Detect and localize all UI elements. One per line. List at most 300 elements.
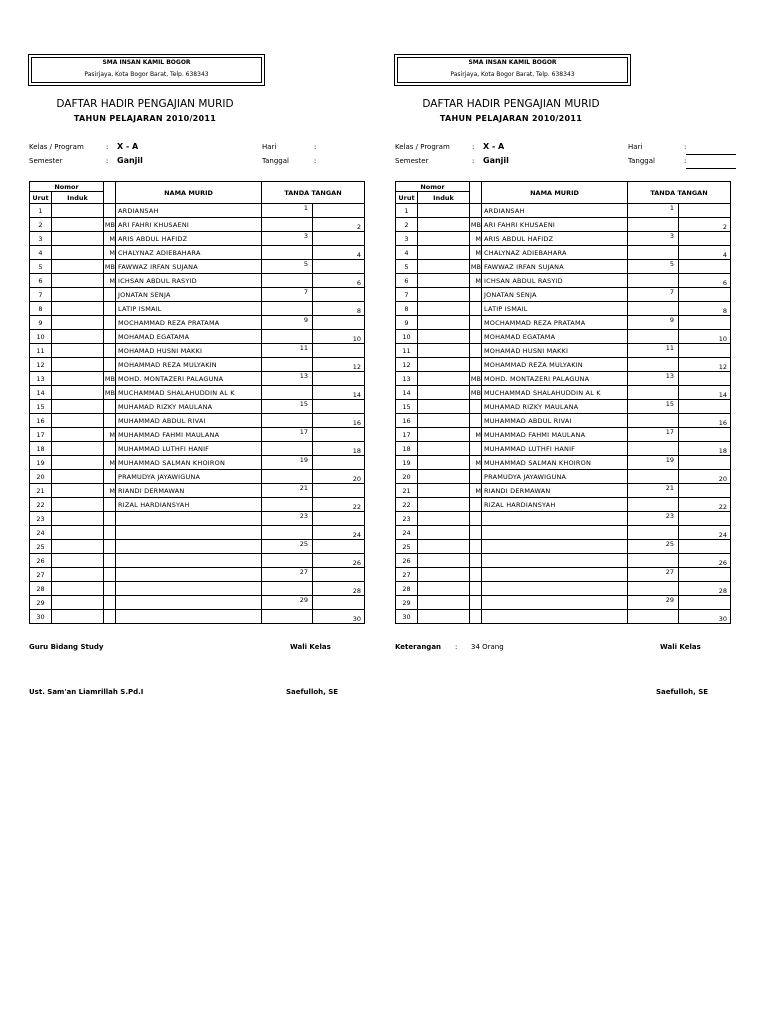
signature-cell-a [628,246,679,260]
name-cell: MOHAMAD EGATAMA [116,330,262,344]
signature-cell-b: 26 [679,554,731,568]
induk-cell [418,456,470,470]
urut-cell: 22 [30,498,52,512]
table-row [396,582,731,596]
signature-cell-b: 30 [313,610,365,624]
table-row [30,316,365,330]
urut-cell: 19 [396,456,418,470]
code-cell: M [104,274,116,288]
signature-cell-a [262,610,313,624]
code-cell: MB [104,218,116,232]
signature-cell-b [313,456,365,470]
urut-cell: 12 [396,358,418,372]
signature-cell-b: 16 [679,414,731,428]
signature-cell-a: 19 [628,456,679,470]
tanggal-line [686,168,736,169]
induk-cell [418,386,470,400]
attendance-rows [396,204,731,624]
signature-cell-a: 23 [262,512,313,526]
code-cell [104,204,116,218]
name-cell: MOHAMMAD REZA MULYAKIN [116,358,262,372]
name-cell [482,582,628,596]
signature-cell-b: 8 [679,302,731,316]
table-row [30,512,365,526]
urut-cell: 26 [30,554,52,568]
code-cell [104,442,116,456]
induk-cell [52,246,104,260]
code-cell: M [470,274,482,288]
signature-cell-a [628,554,679,568]
attendance-sheet-left [0,0,370,1024]
signature-cell-a [262,218,313,232]
table-row [396,400,731,414]
signature-cell-a [262,582,313,596]
urut-cell: 6 [30,274,52,288]
code-cell [470,498,482,512]
induk-cell [418,596,470,610]
table-row [30,386,365,400]
name-cell: MUHAMAD RIZKY MAULANA [482,400,628,414]
code-cell: M [104,428,116,442]
signature-cell-b: 30 [679,610,731,624]
kelas-value: X - A [483,142,505,151]
kelas-colon: : [472,143,475,151]
signature-cell-a [262,330,313,344]
signature-cell-a: 15 [262,400,313,414]
name-cell: MOHD. MONTAZERI PALAGUNA [116,372,262,386]
table-row [396,414,731,428]
signature-cell-b [313,288,365,302]
signature-cell-b [313,372,365,386]
induk-cell [52,386,104,400]
induk-cell [52,414,104,428]
name-cell: MUHAMMAD SALMAN KHOIRON [116,456,262,470]
urut-cell: 15 [396,400,418,414]
name-cell: MOHAMAD EGATAMA [482,330,628,344]
signature-cell-a: 13 [628,372,679,386]
signature-cell-a: 25 [262,540,313,554]
induk-cell [418,512,470,526]
signature-cell-a: 29 [628,596,679,610]
urut-cell: 14 [30,386,52,400]
table-row [30,484,365,498]
signature-cell-a: 7 [628,288,679,302]
signature-cell-b [679,568,731,582]
urut-cell: 23 [396,512,418,526]
hari-label: Hari [628,143,643,151]
table-row [396,330,731,344]
induk-cell [52,554,104,568]
signature-cell-a: 29 [262,596,313,610]
school-header-box [394,54,631,86]
name-cell: CHALYNAZ ADIEBAHARA [116,246,262,260]
urut-cell: 11 [396,344,418,358]
code-cell: MB [104,260,116,274]
signature-cell-a [628,330,679,344]
code-cell [470,414,482,428]
table-row [396,568,731,582]
table-row [30,218,365,232]
induk-cell [418,330,470,344]
signature-cell-a [262,358,313,372]
wali-name: Saefulloh, SE [656,688,709,696]
signature-cell-a [262,526,313,540]
signature-cell-a [262,246,313,260]
name-cell [116,596,262,610]
signature-cell-b [313,344,365,358]
table-row [30,232,365,246]
document-title: DAFTAR HADIR PENGAJIAN MURID [422,98,600,110]
table-row [396,232,731,246]
urut-cell: 21 [396,484,418,498]
name-cell: MOCHAMMAD REZA PRATAMA [482,316,628,330]
signature-cell-b [679,512,731,526]
induk-cell [52,568,104,582]
tanggal-label: Tanggal [262,157,289,165]
table-row [396,274,731,288]
name-cell: MOHD. MONTAZERI PALAGUNA [482,372,628,386]
code-cell [470,288,482,302]
code-cell [104,400,116,414]
induk-cell [418,232,470,246]
urut-cell: 16 [396,414,418,428]
signature-cell-b: 2 [313,218,365,232]
table-row [30,288,365,302]
induk-cell [52,232,104,246]
name-cell [482,554,628,568]
signature-cell-b: 24 [679,526,731,540]
induk-cell [418,260,470,274]
name-cell: ARDIANSAH [482,204,628,218]
urut-cell: 25 [30,540,52,554]
induk-cell [418,582,470,596]
urut-cell: 15 [30,400,52,414]
hari-label: Hari [262,143,277,151]
urut-cell: 16 [30,414,52,428]
signature-cell-b [313,260,365,274]
induk-cell [418,344,470,358]
signature-cell-b: 4 [313,246,365,260]
attendance-table [29,181,365,624]
induk-cell [52,302,104,316]
signature-cell-b [313,540,365,554]
signature-cell-a [628,358,679,372]
urut-cell: 13 [30,372,52,386]
code-cell [104,568,116,582]
signature-cell-b [313,484,365,498]
table-row [30,568,365,582]
table-row [30,358,365,372]
code-cell [104,302,116,316]
signature-cell-b [679,232,731,246]
signature-cell-a [262,274,313,288]
signature-cell-a: 21 [262,484,313,498]
urut-cell: 27 [30,568,52,582]
name-cell [116,526,262,540]
induk-cell [52,358,104,372]
signature-cell-b [313,204,365,218]
signature-cell-b: 6 [679,274,731,288]
induk-cell [418,610,470,624]
code-cell [104,344,116,358]
name-cell [482,512,628,526]
signature-cell-a [628,498,679,512]
code-cell [470,358,482,372]
signature-cell-b [313,316,365,330]
induk-cell [418,540,470,554]
name-cell: MUHAMMAD ABDUL RIVAI [116,414,262,428]
keterangan-colon: : [455,643,458,651]
urut-cell: 30 [30,610,52,624]
urut-cell: 11 [30,344,52,358]
code-cell: MB [104,386,116,400]
signature-cell-a: 17 [628,428,679,442]
name-cell: ARIS ABDUL HAFIDZ [482,232,628,246]
signature-cell-b: 20 [679,470,731,484]
signature-cell-b [679,204,731,218]
code-cell [470,568,482,582]
name-cell [482,526,628,540]
name-cell: ICHSAN ABDUL RASYID [482,274,628,288]
code-cell [470,540,482,554]
signature-cell-a: 27 [628,568,679,582]
induk-cell [52,610,104,624]
semester-label: Semester [29,157,63,165]
signature-cell-a [628,442,679,456]
induk-cell [418,498,470,512]
signature-cell-a [628,414,679,428]
induk-cell [418,218,470,232]
signature-cell-b [679,540,731,554]
table-row [396,288,731,302]
urut-cell: 2 [396,218,418,232]
table-row [30,414,365,428]
urut-cell: 28 [396,582,418,596]
urut-cell: 24 [30,526,52,540]
table-row [396,470,731,484]
table-row [30,610,365,624]
name-cell: LATIP ISMAIL [116,302,262,316]
signature-cell-b [679,428,731,442]
name-cell: MOHAMMAD REZA MULYAKIN [482,358,628,372]
name-cell: MUHAMMAD FAHMI MAULANA [482,428,628,442]
name-cell: ARDIANSAH [116,204,262,218]
induk-cell [52,498,104,512]
tanggal-colon: : [684,157,687,165]
code-cell: MB [104,372,116,386]
signature-cell-a: 1 [628,204,679,218]
table-row [396,316,731,330]
blank-header [104,182,116,204]
school-address: Pasirjaya, Kota Bogor Barat, Telp. 638343 [450,71,575,78]
induk-cell [418,470,470,484]
code-cell [470,470,482,484]
code-cell: MB [470,386,482,400]
code-cell [104,540,116,554]
urut-cell: 5 [396,260,418,274]
urut-cell: 4 [396,246,418,260]
keterangan-value: 34 Orang [471,643,504,651]
table-row [30,204,365,218]
table-row [396,386,731,400]
signature-cell-a: 1 [262,204,313,218]
name-cell [116,568,262,582]
table-row [396,372,731,386]
signature-cell-a: 21 [628,484,679,498]
urut-cell: 2 [30,218,52,232]
urut-cell: 19 [30,456,52,470]
urut-cell: 9 [396,316,418,330]
induk-cell [418,568,470,582]
name-cell [482,568,628,582]
table-row [396,442,731,456]
keterangan-label: Keterangan [395,643,442,651]
attendance-rows [30,204,365,624]
signature-cell-a: 17 [262,428,313,442]
code-cell [470,582,482,596]
semester-label: Semester [395,157,429,165]
kelas-label: Kelas / Program [29,143,84,151]
table-row [30,540,365,554]
table-row [30,246,365,260]
name-cell: ARI FAHRI KHUSAENI [116,218,262,232]
signature-cell-b [313,568,365,582]
signature-cell-a [628,302,679,316]
induk-header: Induk [418,192,470,204]
code-cell: M [104,456,116,470]
guru-name: Ust. Sam'an Liamrillah S.Pd.I [29,688,144,696]
induk-cell [418,442,470,456]
semester-value: Ganjil [117,156,143,165]
induk-cell [418,274,470,288]
name-cell: ICHSAN ABDUL RASYID [116,274,262,288]
signature-cell-a [262,470,313,484]
name-cell: RIANDI DERMAWAN [482,484,628,498]
name-cell [116,554,262,568]
urut-cell: 22 [396,498,418,512]
name-cell: MOCHAMMAD REZA PRATAMA [116,316,262,330]
guru-label: Guru Bidang Study [29,643,104,651]
table-row [396,358,731,372]
urut-cell: 13 [396,372,418,386]
code-cell [104,582,116,596]
name-cell: MUCHAMMAD SHALAHUDDIN AL K [116,386,262,400]
name-cell: LATIP ISMAIL [482,302,628,316]
tanggal-colon: : [314,157,317,165]
induk-cell [418,288,470,302]
school-header-box [28,54,265,86]
urut-cell: 17 [30,428,52,442]
kelas-label: Kelas / Program [395,143,450,151]
code-cell [470,442,482,456]
hari-line [686,154,736,155]
induk-cell [418,484,470,498]
code-cell: M [104,246,116,260]
signature-cell-b [679,372,731,386]
urut-cell: 8 [396,302,418,316]
urut-cell: 12 [30,358,52,372]
signature-cell-b: 24 [313,526,365,540]
table-row [30,428,365,442]
signature-cell-a: 5 [262,260,313,274]
wali-label: Wali Kelas [290,643,331,651]
table-row [30,526,365,540]
induk-cell [52,316,104,330]
signature-cell-b [313,512,365,526]
table-row [396,260,731,274]
signature-cell-a [628,274,679,288]
code-cell [104,610,116,624]
table-row [396,218,731,232]
induk-cell [418,372,470,386]
table-row [396,540,731,554]
urut-cell: 8 [30,302,52,316]
school-address: Pasirjaya, Kota Bogor Barat, Telp. 638343 [84,71,209,78]
urut-cell: 21 [30,484,52,498]
induk-cell [52,456,104,470]
induk-cell [418,414,470,428]
school-name: SMA INSAN KAMIL BOGOR [102,59,191,66]
code-cell [104,554,116,568]
signature-cell-a [262,498,313,512]
signature-cell-b: 28 [313,582,365,596]
signature-cell-b: 10 [679,330,731,344]
kelas-value: X - A [117,142,139,151]
urut-header: Urut [30,192,52,204]
code-cell [470,400,482,414]
signature-cell-a: 5 [628,260,679,274]
signature-cell-b: 2 [679,218,731,232]
code-cell: M [470,246,482,260]
name-cell: JONATAN SENJA [482,288,628,302]
table-row [30,498,365,512]
signature-cell-a [628,386,679,400]
attendance-sheet-right [366,0,736,1024]
table-row [30,554,365,568]
signature-cell-b [313,400,365,414]
signature-cell-a: 7 [262,288,313,302]
urut-cell: 14 [396,386,418,400]
table-row [30,330,365,344]
urut-cell: 18 [396,442,418,456]
signature-cell-a [628,526,679,540]
table-row [396,596,731,610]
signature-cell-a: 9 [262,316,313,330]
table-row [396,526,731,540]
name-cell: MUHAMMAD LUTHFI HANIF [116,442,262,456]
induk-header: Induk [52,192,104,204]
signature-cell-a: 19 [262,456,313,470]
signature-cell-b: 22 [679,498,731,512]
nomor-header: Nomor [30,182,104,192]
tanda-tangan-header: TANDA TANGAN [628,182,731,204]
signature-cell-a: 11 [262,344,313,358]
name-cell: ARIS ABDUL HAFIDZ [116,232,262,246]
signature-cell-b [679,484,731,498]
urut-cell: 26 [396,554,418,568]
school-name: SMA INSAN KAMIL BOGOR [468,59,557,66]
urut-cell: 20 [30,470,52,484]
tanda-tangan-header: TANDA TANGAN [262,182,365,204]
urut-cell: 10 [30,330,52,344]
code-cell [104,596,116,610]
code-cell: MB [470,218,482,232]
urut-cell: 17 [396,428,418,442]
name-cell: MUHAMMAD LUTHFI HANIF [482,442,628,456]
name-cell: RIANDI DERMAWAN [116,484,262,498]
induk-cell [52,428,104,442]
code-cell [470,302,482,316]
